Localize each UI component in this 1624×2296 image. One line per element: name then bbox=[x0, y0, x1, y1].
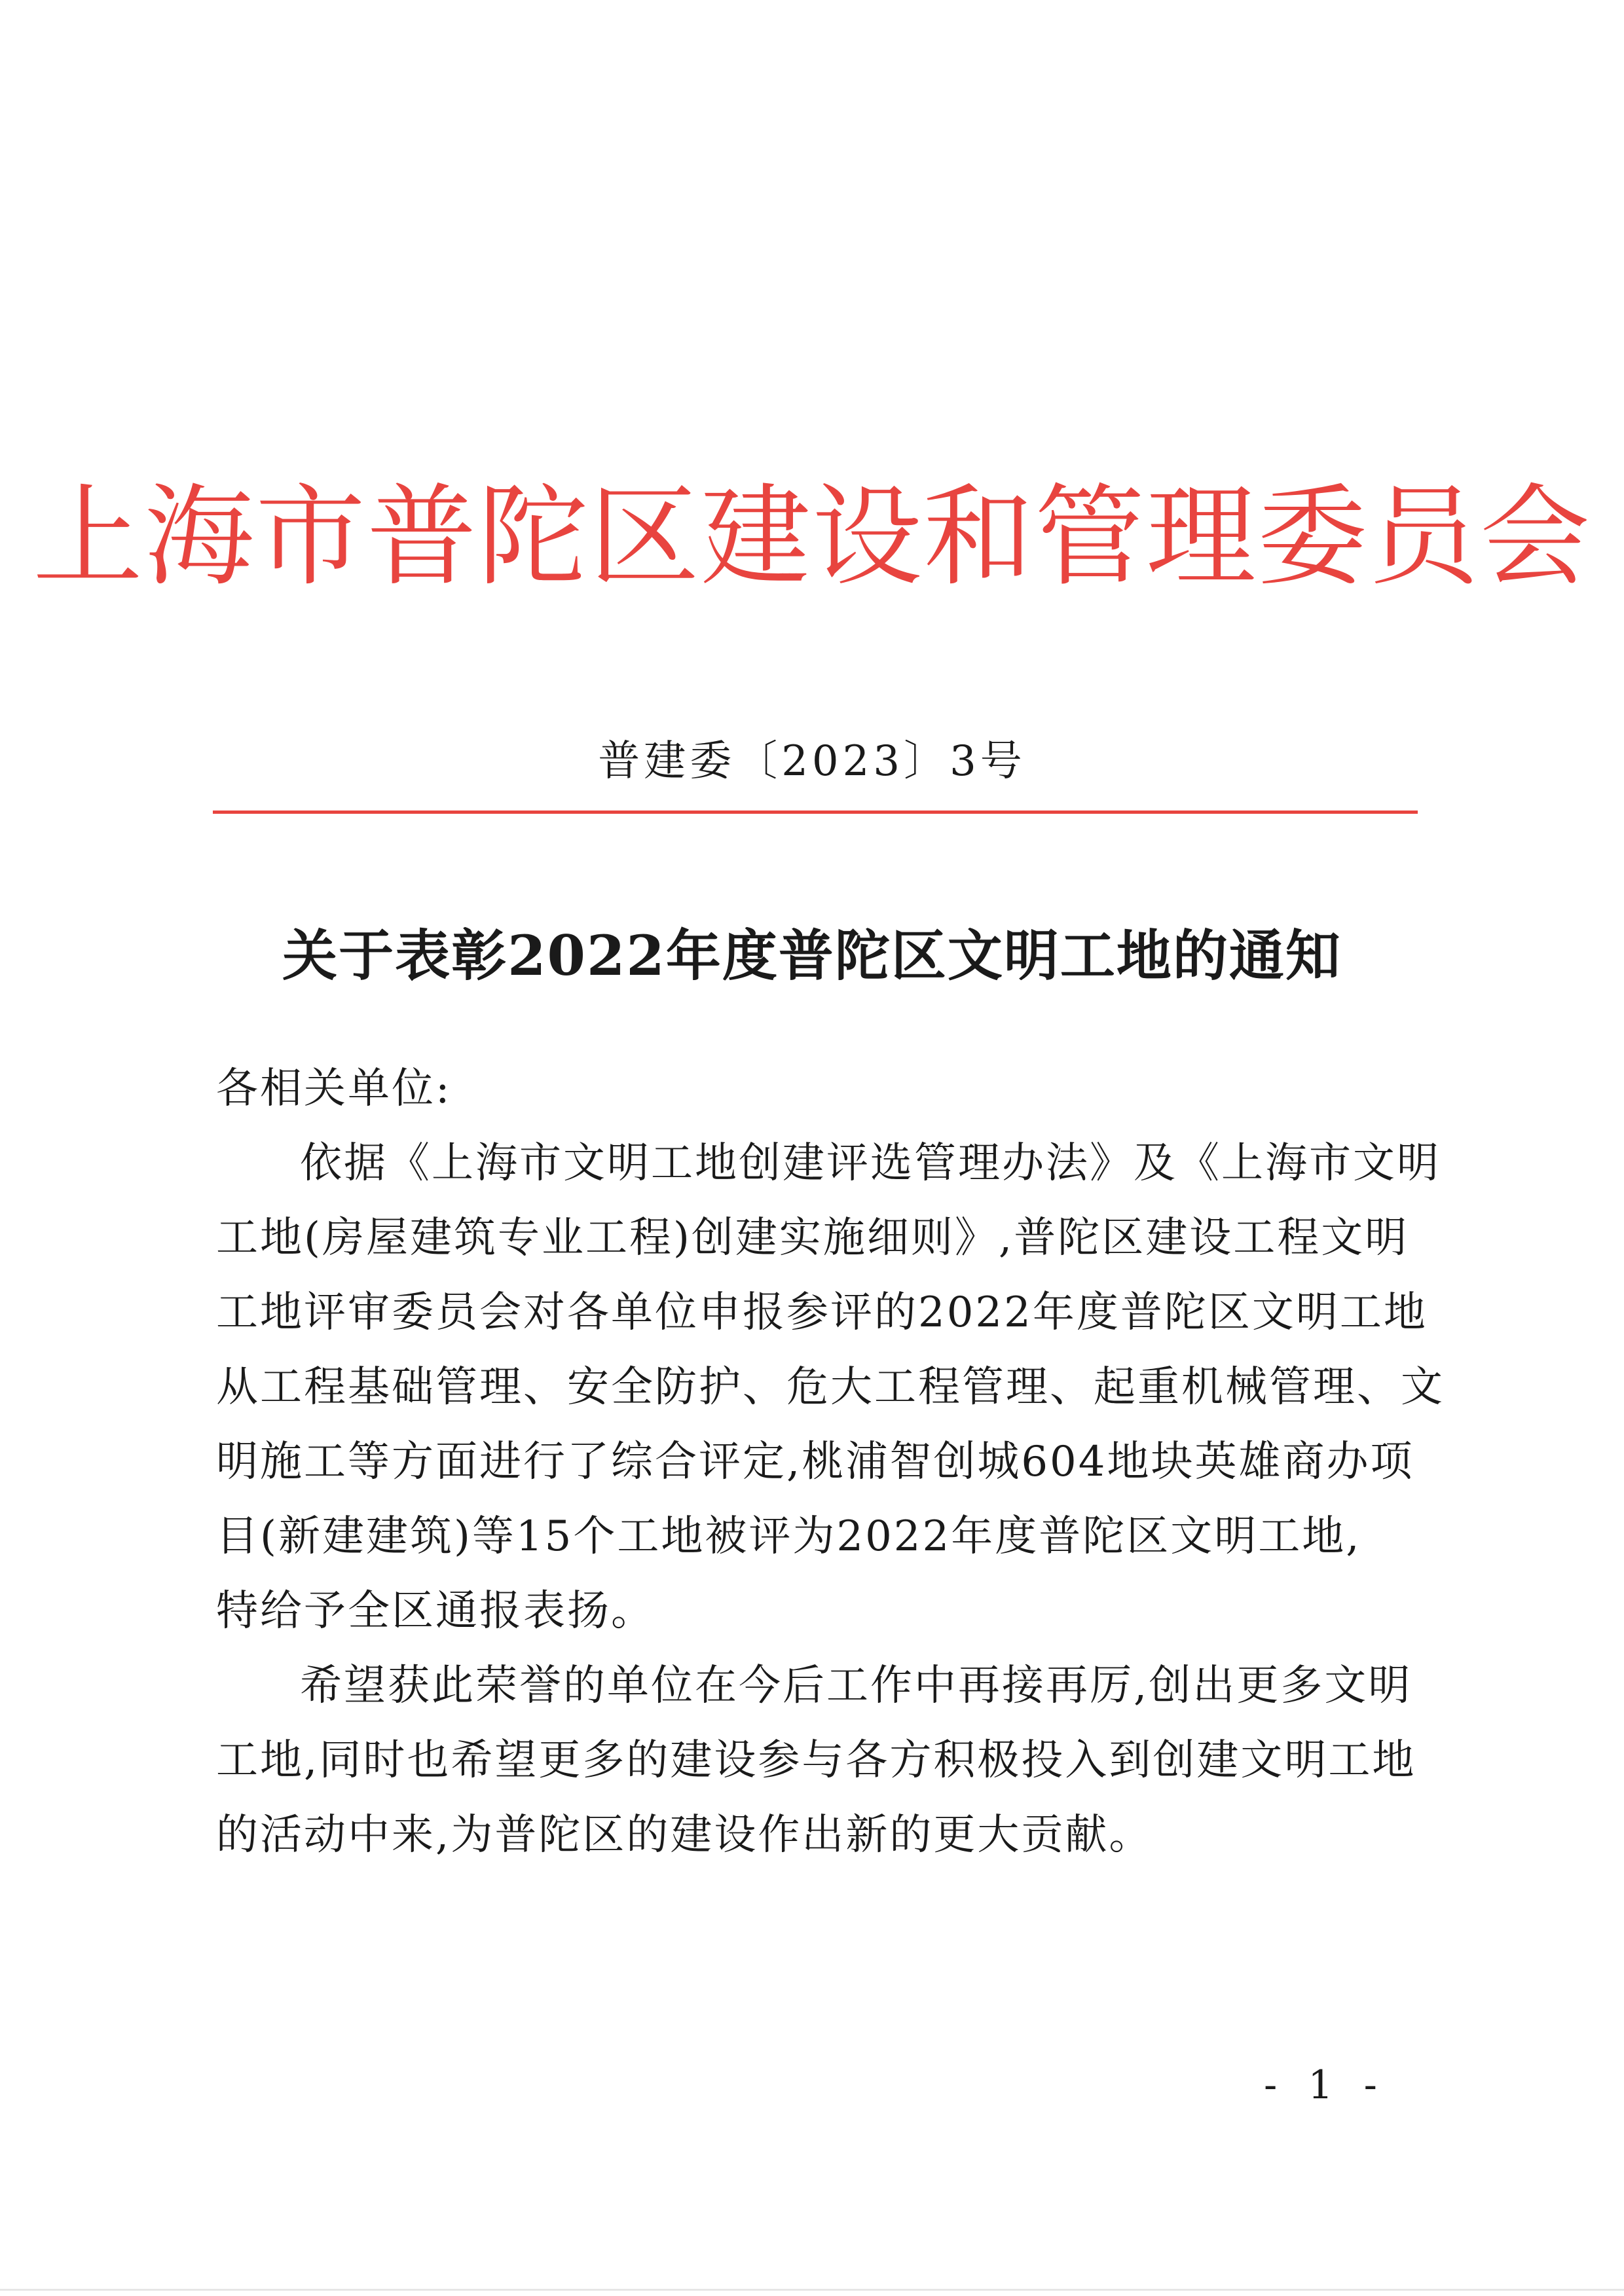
paragraph-1-line: 工地评审委员会对各单位申报参评的2022年度普陀区文明工地 bbox=[216, 1288, 1428, 1337]
scan-bottom-edge bbox=[0, 2289, 1624, 2291]
paragraph-1-line: 目(新建建筑)等15个工地被评为2022年度普陀区文明工地, bbox=[216, 1512, 1361, 1561]
page-number: - 1 - bbox=[1264, 2062, 1386, 2108]
paragraph-1-line: 明施工等方面进行了综合评定,桃浦智创城604地块英雄商办项 bbox=[216, 1438, 1414, 1486]
document-number: 普建委〔2023〕3号 bbox=[598, 737, 1026, 786]
paragraph-2-line: 的活动中来,为普陀区的建设作出新的更大贡献。 bbox=[216, 1811, 1153, 1859]
paragraph-1-line: 特给予全区通报表扬。 bbox=[216, 1587, 655, 1635]
header-red-divider bbox=[213, 811, 1418, 814]
paragraph-2-line: 工地,同时也希望更多的建设参与各方积极投入到创建文明工地 bbox=[216, 1736, 1416, 1785]
paragraph-1-line: 工地(房屋建筑专业工程)创建实施细则》,普陀区建设工程文明 bbox=[216, 1214, 1409, 1262]
paragraph-1-line: 依据《上海市文明工地创建评选管理办法》及《上海市文明 bbox=[300, 1139, 1441, 1188]
salutation: 各相关单位: bbox=[216, 1065, 452, 1113]
issuing-organization-header: 上海市普陀区建设和管理委员会 bbox=[33, 473, 1591, 601]
paragraph-1-line: 从工程基础管理、安全防护、危大工程管理、起重机械管理、文 bbox=[216, 1363, 1445, 1412]
notice-title: 关于表彰2022年度普陀区文明工地的通知 bbox=[282, 923, 1342, 988]
paragraph-2-line: 希望获此荣誉的单位在今后工作中再接再厉,创出更多文明 bbox=[300, 1662, 1412, 1710]
